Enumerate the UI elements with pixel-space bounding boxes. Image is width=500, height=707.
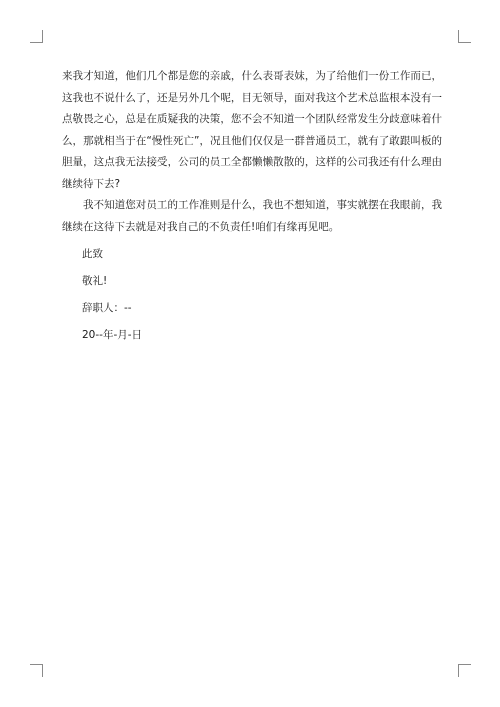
paragraph-reason: 我不知道您对员工的工作准则是什么，我也不想知道，事实就摆在我眼前，我继续在这待下去就是对我自己的不负责任!咱们有缘再见吧。 xyxy=(62,199,442,233)
crop-mark-top-left xyxy=(30,30,43,43)
date-line: 20--年-月-日 xyxy=(82,329,143,341)
crop-mark-bottom-left xyxy=(30,664,43,677)
signature-line: 辞职人：-- xyxy=(82,302,132,314)
salutation-line-1: 此致 xyxy=(82,248,103,260)
crop-mark-bottom-right xyxy=(458,664,471,677)
letter-body xyxy=(62,66,442,349)
salutation-line-2: 敬礼! xyxy=(82,275,108,287)
crop-mark-top-right xyxy=(458,30,471,43)
paragraph-continuation: 来我才知道，他们几个都是您的亲戚，什么表哥表妹，为了给他们一份工作而已，这我也不说什么了，还是另外几个呢，目无领导，面对我这个艺术总监根本没有一点敬畏之心，总是在质疑我的决策，您不会不知道一个团队经常发生分歧意味着什么，那就相当于在“慢性死亡”，况且他们仅仅是一群普通员工，就有了敢跟叫板的胆量，这点我无法接受，公司的员工全都懒懒散散的，这样的公司我还有什么理由继续待下去? xyxy=(62,70,442,190)
